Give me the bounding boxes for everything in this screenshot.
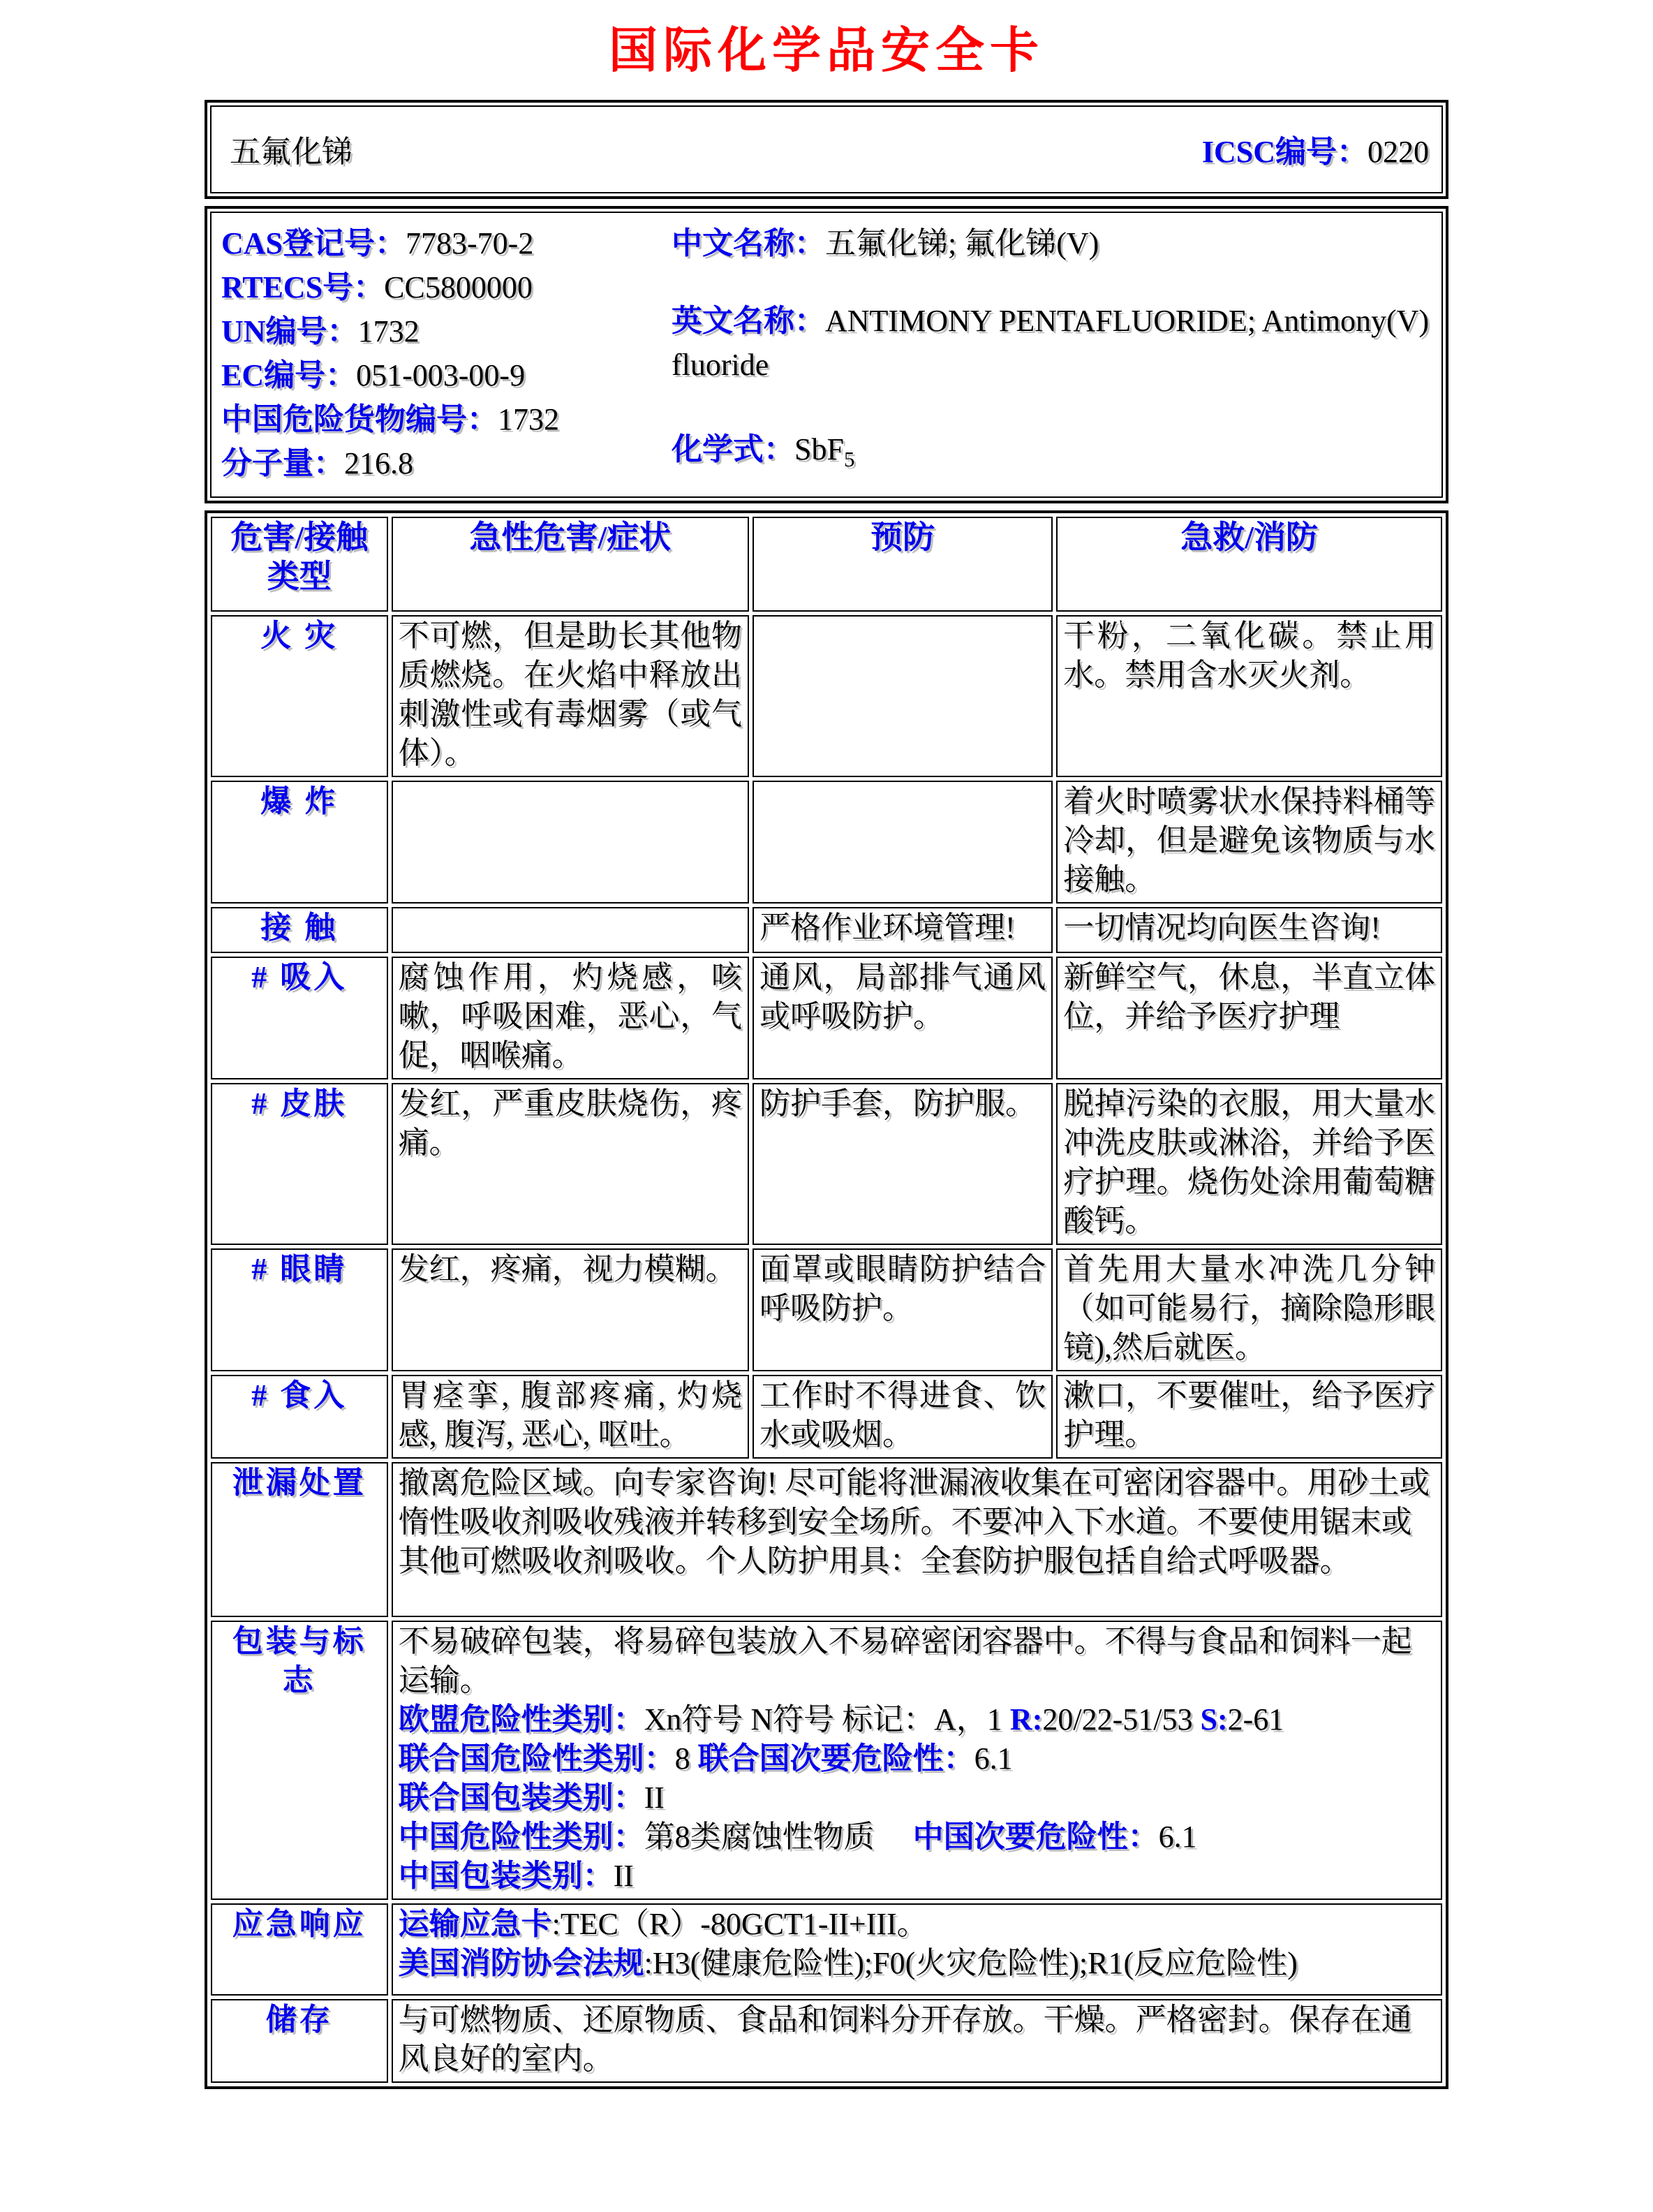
identification-numbers [221,221,672,485]
china-dg-number: 中国危险货物编号：1732 [221,402,559,436]
explosion-label: 爆 炸 [211,781,388,904]
contact-symptoms [392,907,749,953]
packaging-cn-pack-group: 中国包装类别：II [398,1859,634,1893]
skin-prevention: 防护手套，防护服。 [753,1083,1053,1245]
inhalation-label: # 吸入 [211,957,388,1079]
chinese-name: 中文名称：五氟化锑; 氟化锑(V) [672,226,1099,260]
explosion-symptoms [392,781,749,904]
header-firstaid: 急救/消防 [1056,517,1442,612]
ingestion-firstaid: 漱口，不要催吐，给予医疗护理。 [1056,1375,1442,1459]
inhalation-symptoms: 腐蚀作用，灼烧感，咳嗽，呼吸困难，恶心，气促，咽喉痛。 [392,957,749,1079]
inhalation-prevention: 通风，局部排气通风或呼吸防护。 [753,957,1053,1079]
fire-label: 火 灾 [211,615,388,777]
identification-block [205,206,1448,503]
packaging-intro: 不易破碎包装，将易碎包装放入不易碎密闭容器中。不得与食品和饲料一起运输。 [398,1624,1412,1697]
hazard-row-fire [211,615,1442,777]
skin-firstaid: 脱掉污染的衣服，用大量水冲洗皮肤或淋浴，并给予医疗护理。烧伤处涂用葡萄糖酸钙。 [1056,1083,1442,1245]
substance-name: 五氟化锑 [230,135,353,169]
chemical-formula: 化学式：SbF$_5$ [672,432,855,471]
emergency-text [392,1903,1442,1996]
rtecs-number: RTECS号：CC5800000 [221,270,533,304]
packaging-label: 包装与标志 [211,1621,388,1900]
hazard-row-spill [211,1462,1442,1617]
hazard-row-contact [211,907,1442,953]
header-symptoms: 急性危害/症状 [392,517,749,612]
eyes-firstaid: 首先用大量水冲洗几分钟（如可能易行，摘除隐形眼镜),然后就医。 [1056,1248,1442,1371]
fire-prevention [753,615,1053,777]
hazard-row-packaging [211,1621,1442,1900]
storage-label: 储存 [211,1999,388,2083]
ingestion-symptoms: 胃痉挛, 腹部疼痛, 灼烧感, 腹泻, 恶心, 呕吐。 [392,1375,749,1459]
contact-label: 接 触 [211,907,388,953]
eyes-label: # 眼睛 [211,1248,388,1371]
storage-text: 与可燃物质、还原物质、食品和饲料分开存放。干燥。严格密封。保存在通风良好的室内。 [392,1999,1442,2083]
hazard-table [205,510,1448,2089]
un-number: UN编号：1732 [221,314,420,348]
explosion-prevention [753,781,1053,904]
packaging-text [392,1621,1442,1900]
fire-firstaid: 干粉，二氧化碳。禁止用水。禁用含水灭火剂。 [1056,615,1442,777]
emergency-nfpa: 美国消防协会法规:H3(健康危险性);F0(火灾危险性);R1(反应危险性) [398,1946,1298,1980]
fire-symptoms: 不可燃，但是助长其他物质燃烧。在火焰中释放出刺激性或有毒烟雾（或气体）。 [392,615,749,777]
hazard-row-skin [211,1083,1442,1245]
hazard-row-eyes [211,1248,1442,1371]
skin-label: # 皮肤 [211,1083,388,1245]
explosion-firstaid: 着火时喷雾状水保持料桶等冷却，但是避免该物质与水接触。 [1056,781,1442,904]
page-title: 国际化学品安全卡 [609,21,1044,79]
emergency-tec: 运输应急卡:TEC（R）-80GCT1-II+III。 [398,1907,928,1941]
identification-names [672,221,1433,485]
hazard-row-storage [211,1999,1442,2083]
header-hazard-type: 危害/接触类型 [211,517,388,612]
eyes-symptoms: 发红，疼痛，视力模糊。 [392,1248,749,1371]
hazard-row-emergency [211,1903,1442,1996]
packaging-cn-class: 中国危险性类别：第8类腐蚀性物质 中国次要危险性：6.1 [398,1820,1197,1854]
packaging-un-pack-group: 联合国包装类别：II [398,1780,665,1815]
hazard-table-header-row [211,517,1442,612]
hazard-row-ingestion [211,1375,1442,1459]
english-name: 英文名称：ANTIMONY PENTAFLUORIDE; Antimony(V) fluoride [672,304,1430,382]
card-header-block [205,100,1448,199]
header-prevention: 预防 [753,517,1053,612]
spill-text: 撤离危险区域。向专家咨询! 尽可能将泄漏液收集在可密闭容器中。用砂土或惰性吸收剂吸收残液并转移到安全场所。不要冲入下水道。不要使用锯末或其他可燃吸收剂吸收。个人防护用具：全套防护服包括自给式呼吸器。 [392,1462,1442,1617]
icsc-card [205,100,1448,2089]
ingestion-label: # 食入 [211,1375,388,1459]
cas-number: CAS登记号：7783-70-2 [221,226,534,260]
molecular-weight: 分子量：216.8 [221,446,413,480]
skin-symptoms: 发红，严重皮肤烧伤，疼痛。 [392,1083,749,1245]
spill-label: 泄漏处置 [211,1462,388,1617]
contact-prevention: 严格作业环境管理! [753,907,1053,953]
contact-firstaid: 一切情况均向医生咨询! [1056,907,1442,953]
inhalation-firstaid: 新鲜空气，休息，半直立体位，并给予医疗护理 [1056,957,1442,1079]
emergency-label: 应急响应 [211,1903,388,1996]
hazard-row-explosion [211,781,1442,904]
icsc-number: ICSC编号：0220 [1201,135,1429,169]
packaging-eu-class: 欧盟危险性类别：Xn符号 N符号 标记：A，1 R:20/22-51/53 S:2-61 [398,1702,1284,1737]
ingestion-prevention: 工作时不得进食、饮水或吸烟。 [753,1375,1053,1459]
ec-number: EC编号：051-003-00-9 [221,358,526,392]
packaging-un-class: 联合国危险性类别：8 联合国次要危险性：6.1 [398,1741,1013,1776]
hazard-row-inhalation [211,957,1442,1079]
eyes-prevention: 面罩或眼睛防护结合呼吸防护。 [753,1248,1053,1371]
